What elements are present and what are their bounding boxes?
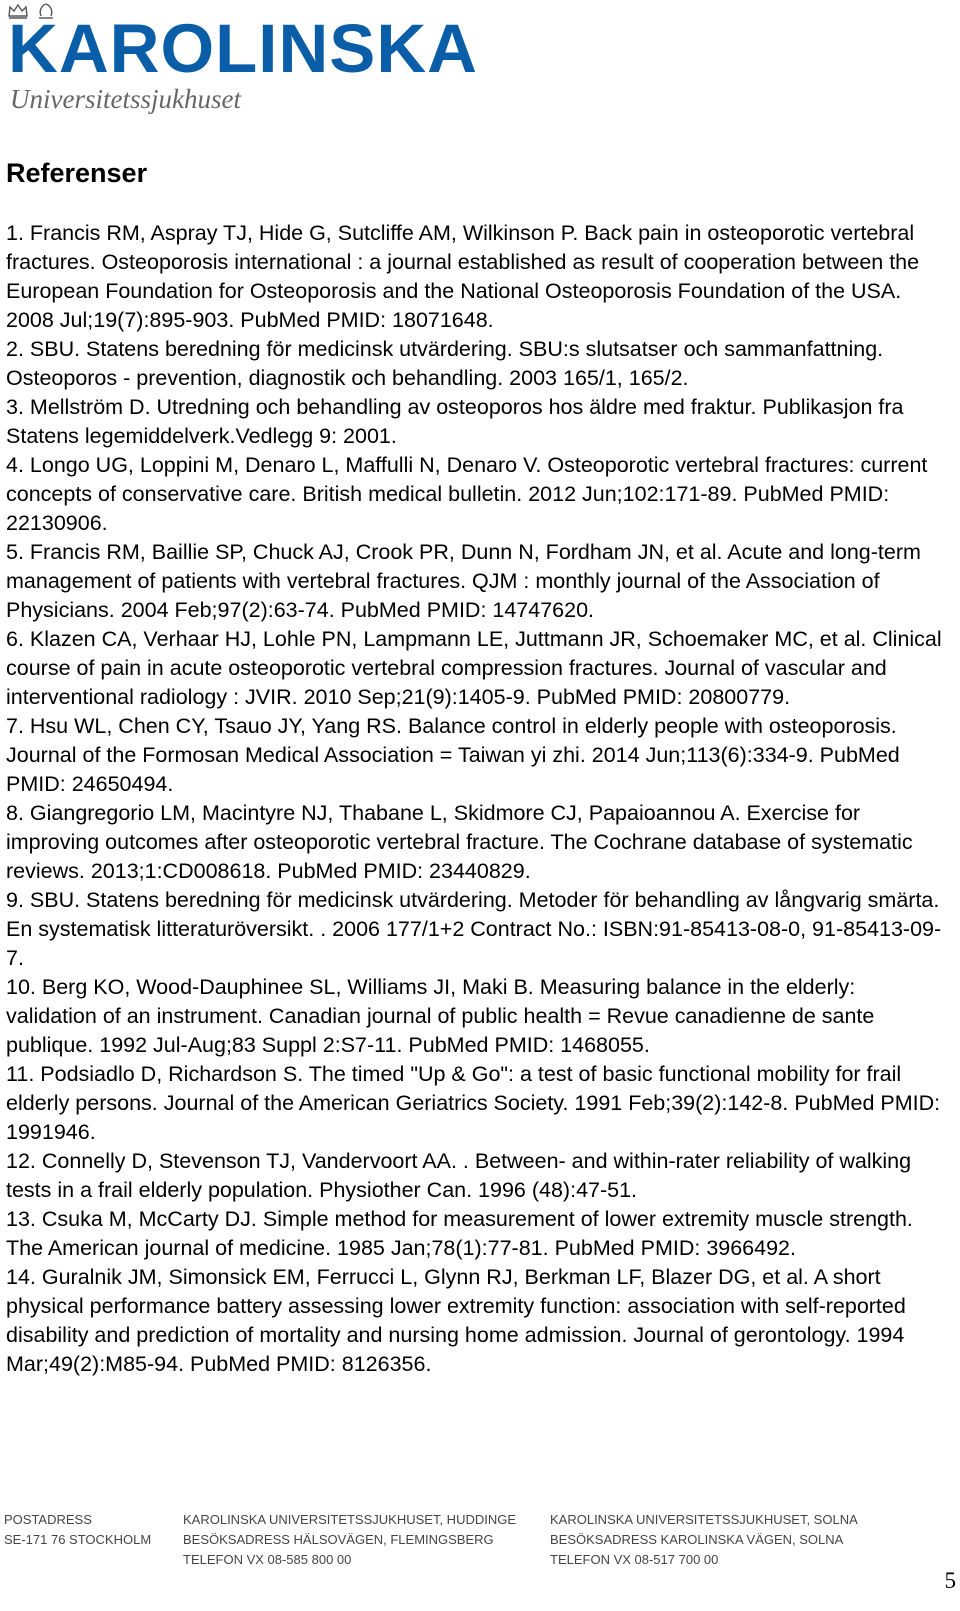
reference-item: 11. Podsiadlo D, Richardson S. The timed "Up & Go": a test of basic functional mobility for frail elderly persons. Journal of the American Geriatrics Society. 1991 Feb;39(2):142-8. PubMed PMID: 1991946. — [6, 1062, 941, 1144]
brand-subtitle: Universitetssjukhuset — [10, 84, 241, 114]
reference-item: 13. Csuka M, McCarty DJ. Simple method for measurement of lower extremity muscle strength. The American journal of medicine. 1985 Jan;78(1):77-81. PubMed PMID: 3966492. — [6, 1207, 913, 1260]
page-footer — [0, 1510, 960, 1610]
reference-item: 4. Longo UG, Loppini M, Denaro L, Maffulli N, Denaro V. Osteoporotic vertebral fractures: current concepts of conservative care. British medical bulletin. 2012 Jun;102:171-89. PubMed PMID: 22130906. — [6, 453, 928, 535]
reference-item: 10. Berg KO, Wood-Dauphinee SL, Williams JI, Maki B. Measuring balance in the elderly: validation of an instrument. Canadian journal of public health = Revue canadienne de sante publique. 1992 Jul-Aug;83 Suppl 2:S7-11. PubMed PMID: 1468055. — [6, 975, 875, 1057]
reference-item: 6. Klazen CA, Verhaar HJ, Lohle PN, Lampmann LE, Juttmann JR, Schoemaker MC, et al. Clinical course of pain in acute osteoporotic vertebral compression fractures. Journal of vascular and interventional radiology : JVIR. 2010 Sep;21(9):1405-9. PubMed PMID: 20800779. — [6, 627, 942, 709]
reference-item: 2. SBU. Statens beredning för medicinsk utvärdering. SBU:s slutsatser och sammanfattning. Osteoporos - prevention, diagnostik och behandling. 2003 165/1, 165/2. — [6, 337, 884, 390]
brand-name: KAROLINSKA — [8, 10, 478, 87]
page-title: Referenser — [6, 158, 148, 188]
footer-postal-address: POSTADRESS SE-171 76 STOCKHOLM — [4, 1512, 152, 1547]
reference-item: 3. Mellström D. Utredning och behandling av osteoporos hos äldre med fraktur. Publikasjon fra Statens legemiddelverk.Vedlegg 9: 2001. — [6, 395, 904, 448]
karolinska-logo — [5, 0, 505, 120]
footer-huddinge-address: KAROLINSKA UNIVERSITETSSJUKHUSET, HUDDINGE BESÖKSADRESS HÄLSOVÄGEN, FLEMINGSBERG TELEFON VX 08-585 800 00 — [183, 1512, 517, 1567]
page-number: 5 — [944, 1568, 956, 1593]
reference-item: 8. Giangregorio LM, Macintyre NJ, Thabane L, Skidmore CJ, Papaioannou A. Exercise for improving outcomes after osteoporotic vertebral fracture. The Cochrane database of systematic reviews. 2013;1:CD008618. PubMed PMID: 23440829. — [6, 801, 913, 883]
reference-item: 5. Francis RM, Baillie SP, Chuck AJ, Crook PR, Dunn N, Fordham JN, et al. Acute and long-term management of patients with vertebral fractures. QJM : monthly journal of the Association of Physicians. 2004 Feb;97(2):63-74. PubMed PMID: 14747620. — [6, 540, 921, 622]
reference-item: 14. Guralnik JM, Simonsick EM, Ferrucci L, Glynn RJ, Berkman LF, Blazer DG, et al. A short physical performance battery assessing lower extremity function: association with self-reported disability and prediction of mortality and nursing home admission. Journal of gerontology. 1994 Mar;49(2):M85-94. PubMed PMID: 8126356. — [6, 1265, 906, 1376]
reference-item: 12. Connelly D, Stevenson TJ, Vandervoort AA. . Between- and within-rater reliability of walking tests in a frail elderly population. Physiother Can. 1996 (48):47-51. — [6, 1149, 912, 1202]
reference-item: 1. Francis RM, Aspray TJ, Hide G, Sutcliffe AM, Wilkinson P. Back pain in osteoporotic vertebral fractures. Osteoporosis international : a journal established as result of cooperation between the European Foundation for Osteoporosis and the National Osteoporosis Foundation of the USA. 2008 Jul;19(7):895-903. PubMed PMID: 18071648. — [6, 221, 920, 332]
reference-list — [6, 219, 942, 1379]
footer-solna-address: KAROLINSKA UNIVERSITETSSJUKHUSET, SOLNA BESÖKSADRESS KAROLINSKA VÄGEN, SOLNA TELEFON VX 08-517 700 00 — [550, 1512, 858, 1567]
reference-item: 7. Hsu WL, Chen CY, Tsauo JY, Yang RS. Balance control in elderly people with osteoporosis. Journal of the Formosan Medical Association = Taiwan yi zhi. 2014 Jun;113(6):334-9. PubMed PMID: 24650494. — [6, 714, 900, 796]
reference-item: 9. SBU. Statens beredning för medicinsk utvärdering. Metoder för behandling av långvarig smärta. En systematisk litteraturöversikt. . 2006 177/1+2 Contract No.: ISBN:91-85413-08-0, 91-85413-09-7. — [6, 888, 942, 970]
